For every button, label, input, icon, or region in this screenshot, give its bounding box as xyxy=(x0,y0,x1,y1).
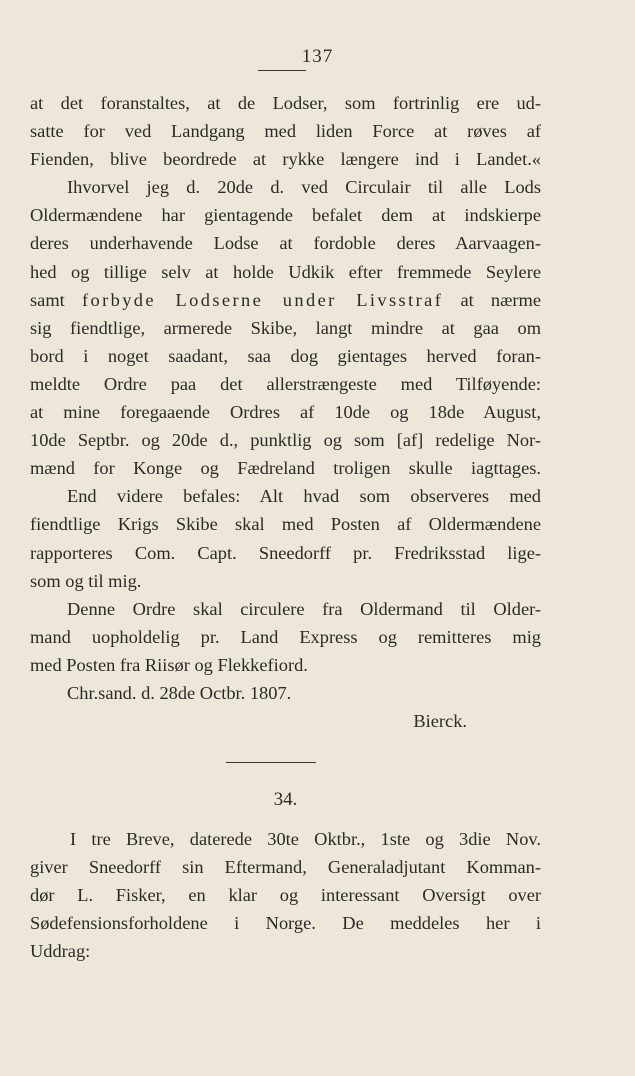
text-line: sig fiendtlige, armerede Skibe, langt mindre at gaa om xyxy=(30,317,541,338)
text-line: Oldermændene har gientagende befalet dem at indskierpe xyxy=(30,205,541,226)
text-line: dør L. Fisker, en klar og interessant Oversigt over xyxy=(30,885,541,906)
text-line: mænd for Konge og Fædreland troligen skulle iagttages. xyxy=(30,458,541,479)
text-line: rapporteres Com. Capt. Sneedorff pr. Fredriksstad lige- xyxy=(30,542,541,563)
place-date: Chr.sand. d. 28de Octbr. 1807. xyxy=(67,682,292,703)
page-number-underline xyxy=(258,70,306,71)
signature: Bierck. xyxy=(413,711,467,732)
text-line: Fienden, blive beordrede at rykke længere ind i Landet.« xyxy=(30,149,541,170)
text-line: Uddrag: xyxy=(30,941,91,962)
text-fragment: samt xyxy=(30,289,82,310)
text-line: Ihvorvel jeg d. 20de d. ved Circulair til alle Lods xyxy=(67,177,541,198)
text-line-spaced xyxy=(30,286,541,314)
page-number: 137 xyxy=(301,46,334,67)
text-line: I tre Breve, daterede 30te Oktbr., 1ste og 3die Nov. xyxy=(70,829,541,849)
text-line: hed og tillige selv at holde Udkik efter fremmede Seylere xyxy=(30,261,541,282)
text-line: som og til mig. xyxy=(30,570,142,591)
letter-text xyxy=(30,89,541,735)
text-line: meldte Ordre paa det allerstrængeste med Tilføyende: xyxy=(30,373,541,394)
text-line: med Posten fra Riisør og Flekkefiord. xyxy=(30,654,308,675)
section-text xyxy=(30,825,541,965)
text-line: at mine foregaaende Ordres af 10de og 18de August, xyxy=(30,402,541,423)
spaced-emphasis: forbyde Lodserne under Livsstraf xyxy=(81,289,444,310)
text-line: fiendtlige Krigs Skibe skal med Posten af Oldermændene xyxy=(30,514,541,535)
text-line: 10de Septbr. og 20de d., punktlig og som [af] redelige Nor- xyxy=(30,430,541,451)
text-line: bord i noget saadant, saa dog gientages herved foran- xyxy=(30,345,541,366)
text-line: at det foranstaltes, at de Lodser, som fortrinlig ere ud- xyxy=(30,93,541,113)
section-divider xyxy=(226,762,316,763)
text-fragment: at nærme xyxy=(443,289,541,310)
text-line: Denne Ordre skal circulere fra Oldermand til Older- xyxy=(67,598,541,619)
text-line: satte for ved Landgang med liden Force at røves af xyxy=(30,121,541,142)
text-line: End videre befales: Alt hvad som observeres med xyxy=(67,486,541,507)
text-line: giver Sneedorff sin Eftermand, Generaladjutant Komman- xyxy=(30,857,541,878)
text-line: Sødefensionsforholdene i Norge. De meddeles her i xyxy=(30,913,541,934)
text-line: deres underhavende Lodse at fordoble deres Aarvaagen- xyxy=(30,233,541,254)
section-number: 34. xyxy=(273,789,298,810)
text-line: mand uopholdelig pr. Land Express og remitteres mig xyxy=(30,626,541,647)
